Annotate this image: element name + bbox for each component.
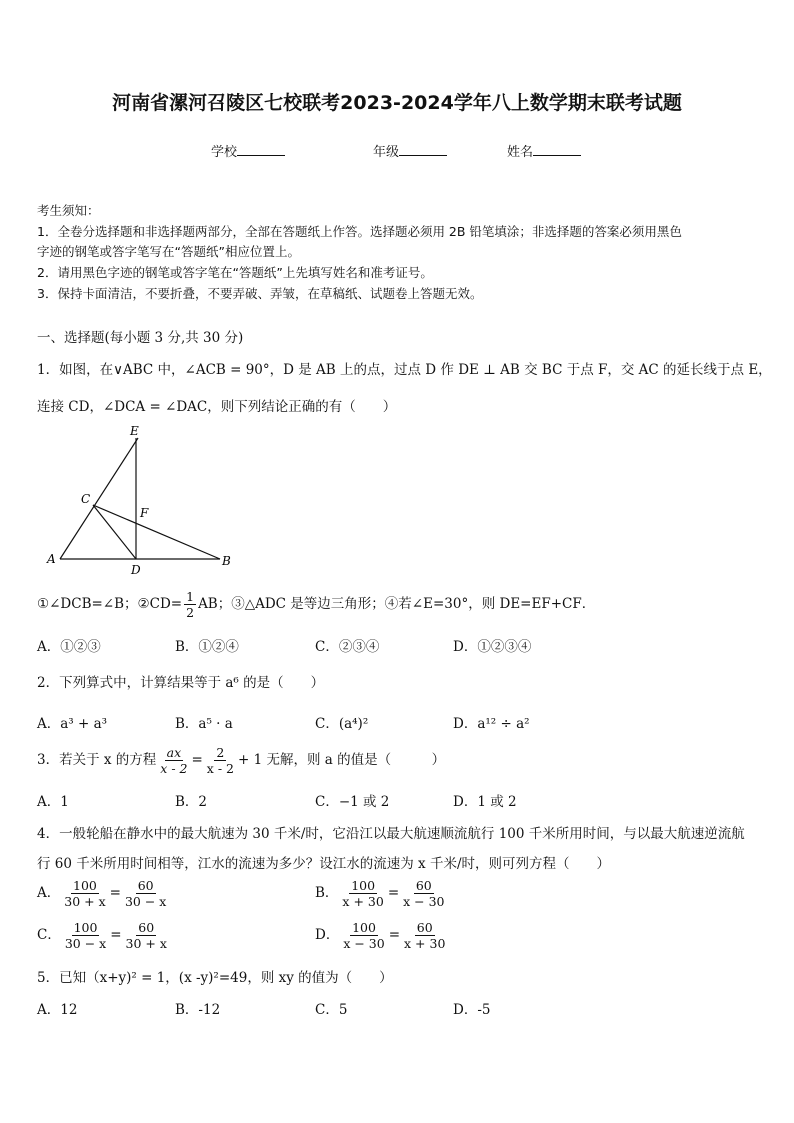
q4-option-a-numerator-1: 100: [73, 878, 97, 893]
segment-cb: [93, 505, 220, 559]
q4-option-b-denominator-2: x − 30: [403, 894, 445, 909]
notice-item-1-line-1: 1．全卷分选择题和非选择题两部分，全部在答题纸上作答。选择题必须用 2B 铅笔填涂；非选择题的答案必须用黑色: [37, 224, 682, 239]
q1-stem-line-2: 连接 CD，∠DCA = ∠DAC，则下列结论正确的有（ ）: [37, 399, 397, 415]
q3-fraction-2-denominator: x - 2: [206, 761, 234, 776]
q5-option-b[interactable]: B．-12: [175, 1002, 221, 1018]
q1-option-c[interactable]: C．②③④: [315, 639, 380, 655]
q4-option-a-numerator-2: 60: [137, 878, 154, 893]
q4-option-d[interactable]: [315, 920, 449, 951]
q4-option-a-fraction-2: [123, 878, 168, 909]
q3-equals: =: [191, 752, 203, 768]
q4-option-d-fraction-2: [402, 920, 447, 951]
label-c: C: [81, 492, 91, 506]
q2-option-a[interactable]: A．a³ + a³: [37, 716, 108, 732]
q4-option-d-equals: =: [388, 927, 401, 943]
label-f: F: [140, 506, 149, 520]
q3-option-a[interactable]: A．1: [37, 794, 69, 810]
q1-statement-part-1: ①∠DCB=∠B；②CD=: [37, 596, 183, 612]
q4-option-a-equals: =: [109, 885, 121, 901]
q2-option-d[interactable]: D．a¹² ÷ a²: [453, 716, 530, 732]
q3-option-d[interactable]: D．1 或 2: [453, 794, 517, 810]
q3-option-b[interactable]: B．2: [175, 794, 208, 810]
q1-statements: [37, 589, 595, 620]
q1-option-a[interactable]: A．①②③: [37, 639, 101, 655]
notice-item-2: 2．请用黑色字迹的钢笔或答字笔在“答题纸”上先填写姓名和准考证号。: [37, 265, 433, 280]
q1-figure: [40, 420, 250, 580]
fraction-numerator: 1: [186, 589, 195, 604]
q3-stem: [37, 745, 445, 776]
notice-item-1-line-2: 字迹的钢笔或答字笔写在“答题纸”相应位置上。: [37, 244, 300, 259]
segment-cd: [93, 505, 136, 559]
q2-option-b[interactable]: B．a⁵ · a: [175, 716, 233, 732]
q3-stem-part-1: 3．若关于 x 的方程: [37, 752, 157, 768]
q3-fraction-2: [205, 745, 236, 776]
q2-option-c[interactable]: C．(a⁴)²: [315, 716, 369, 732]
q4-option-c-label: C．: [37, 927, 61, 943]
q3-fraction-1-numerator: ax: [166, 745, 182, 760]
q4-option-d-label: D．: [315, 927, 340, 943]
q4-option-c-fraction-1: [63, 920, 108, 951]
q4-option-d-numerator-1: 100: [352, 920, 376, 935]
q4-option-a-denominator-1: 30 + x: [64, 894, 106, 909]
q4-option-b-fraction-1: [340, 878, 385, 909]
q1-option-b[interactable]: B．①②④: [175, 639, 239, 655]
q4-stem-line-2: 行 60 千米所用时间相等，江水的流速为多少？设江水的流速为 x 千米/时，则可列方程（ ）: [37, 856, 611, 872]
label-a: A: [47, 552, 56, 566]
q4-option-c-denominator-1: 30 − x: [64, 936, 107, 951]
q4-stem-line-1: 4．一般轮船在静水中的最大航速为 30 千米/时，它沿江以最大航速顺流航行 100 千米所用时间，与以最大航速逆流航: [37, 826, 745, 842]
q5-option-a[interactable]: A．12: [37, 1002, 78, 1018]
q4-option-b-denominator-1: x + 30: [342, 894, 384, 909]
q4-option-b[interactable]: [315, 878, 449, 909]
q4-option-d-denominator-1: x − 30: [343, 936, 385, 951]
q5-option-d[interactable]: D．-5: [453, 1002, 491, 1018]
q1-stem-line-1: 1．如图，在∨ABC 中，∠ACB = 90°，D 是 AB 上的点，过点 D 作 DE ⊥ AB 交 BC 于点 F，交 AC 的延长线于点 E，: [37, 362, 772, 378]
grade-field: [373, 141, 447, 160]
q4-option-c-denominator-2: 30 + x: [125, 936, 167, 951]
q3-option-c[interactable]: C．−1 或 2: [315, 794, 390, 810]
name-label: 姓名: [507, 145, 534, 160]
q5-stem: 5．已知（x+y)² = 1，(x -y)²=49，则 xy 的值为（ ）: [37, 970, 393, 986]
section-heading: 一、选择题(每小题 3 分,共 30 分): [37, 330, 244, 346]
q4-option-a-denominator-2: 30 − x: [124, 894, 167, 909]
q4-option-d-denominator-2: x + 30: [404, 936, 446, 951]
q3-stem-part-2: + 1 无解，则 a 的值是（ ）: [237, 752, 446, 768]
notice-heading: 考生须知：: [37, 203, 100, 218]
grade-blank: [399, 143, 447, 156]
q4-option-d-numerator-2: 60: [416, 920, 433, 935]
name-blank: [533, 143, 581, 156]
q3-fraction-2-numerator: 2: [216, 745, 225, 760]
school-field: [211, 141, 285, 160]
q4-option-c-numerator-2: 60: [138, 920, 155, 935]
q4-option-b-numerator-1: 100: [351, 878, 376, 893]
q4-option-b-equals: =: [387, 885, 400, 901]
q5-option-c[interactable]: C．5: [315, 1002, 348, 1018]
one-half-fraction: [184, 589, 196, 620]
name-field: [507, 141, 581, 160]
q3-fraction-1-denominator: x - 2: [160, 761, 188, 776]
q4-option-b-numerator-2: 60: [415, 878, 432, 893]
label-b: B: [222, 554, 231, 568]
q4-option-b-fraction-2: [401, 878, 446, 909]
school-blank: [237, 143, 285, 156]
label-e: E: [130, 424, 139, 438]
label-d: D: [131, 563, 141, 577]
q3-fraction-1: [158, 745, 189, 776]
q4-option-a[interactable]: [37, 878, 170, 909]
q4-option-d-fraction-1: [341, 920, 386, 951]
q4-option-c[interactable]: [37, 920, 171, 951]
school-label: 学校: [211, 145, 238, 160]
q4-option-c-fraction-2: [124, 920, 169, 951]
q1-option-d[interactable]: D．①②③④: [453, 639, 532, 655]
q1-statement-part-2: AB；③△ADC 是等边三角形；④若∠E=30°，则 DE=EF+CF．: [198, 596, 596, 612]
segment-ae: [60, 438, 138, 559]
notice-item-3: 3．保持卡面清洁，不要折叠，不要弄破、弄皱，在草稿纸、试题卷上答题无效。: [37, 286, 483, 301]
grade-label: 年级: [373, 145, 400, 160]
q4-option-a-fraction-1: [62, 878, 107, 909]
page-title: 河南省漯河召陵区七校联考2023-2024学年八上数学期末联考试题: [112, 92, 682, 114]
q4-option-c-equals: =: [110, 927, 122, 943]
fraction-denominator: 2: [186, 605, 195, 620]
q4-option-b-label: B．: [315, 885, 339, 901]
q2-stem: 2．下列算式中，计算结果等于 a⁶ 的是（ ）: [37, 675, 325, 691]
q4-option-c-numerator-1: 100: [73, 920, 98, 935]
q4-option-a-label: A．: [37, 885, 61, 901]
